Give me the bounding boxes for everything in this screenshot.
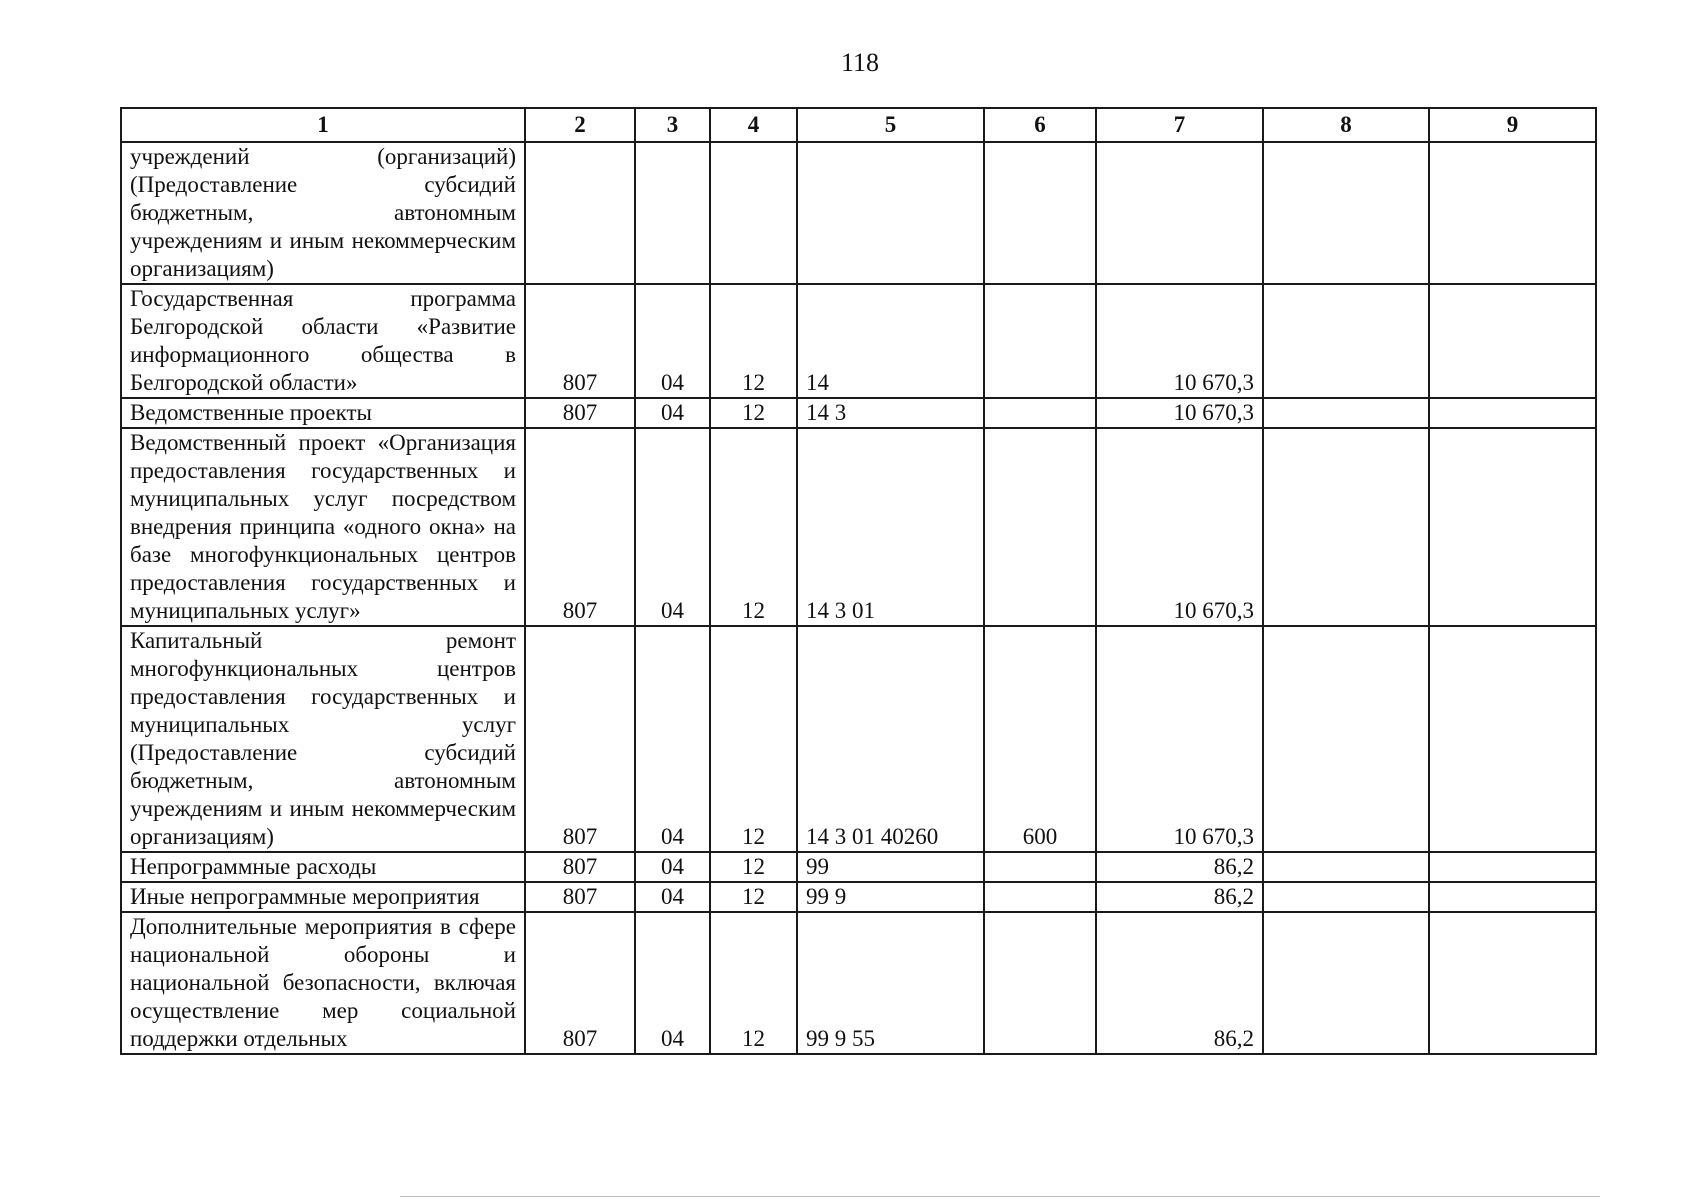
cell-col3: 04: [635, 912, 710, 1054]
cell-col6: [984, 284, 1096, 398]
cell-col9: [1429, 398, 1596, 428]
cell-col5: 14 3 01 40260: [797, 626, 984, 852]
column-header: 9: [1429, 108, 1596, 142]
cell-col9: [1429, 428, 1596, 626]
cell-col7: 10 670,3: [1096, 626, 1263, 852]
scan-artifact-line: [400, 1196, 1600, 1197]
table-row: [121, 626, 1596, 852]
cell-col7: 86,2: [1096, 852, 1263, 882]
budget-table: [120, 107, 1597, 1055]
column-header: 4: [710, 108, 797, 142]
table-row: [121, 284, 1596, 398]
cell-col7: 10 670,3: [1096, 428, 1263, 626]
cell-col3: 04: [635, 852, 710, 882]
cell-col2: 807: [525, 912, 635, 1054]
row-name-cell: Непрограммные расходы: [121, 852, 525, 882]
cell-col5: 99: [797, 852, 984, 882]
cell-col7: 86,2: [1096, 912, 1263, 1054]
cell-col4: 12: [710, 626, 797, 852]
cell-col5: [797, 142, 984, 284]
cell-col5: 99 9: [797, 882, 984, 912]
cell-col7: 86,2: [1096, 882, 1263, 912]
column-header: 5: [797, 108, 984, 142]
table-row: [121, 142, 1596, 284]
cell-col2: 807: [525, 626, 635, 852]
cell-col9: [1429, 626, 1596, 852]
cell-col4: 12: [710, 882, 797, 912]
page-number: 118: [840, 48, 880, 77]
cell-col8: [1263, 284, 1429, 398]
cell-col6: [984, 142, 1096, 284]
cell-col4: 12: [710, 284, 797, 398]
cell-col4: 12: [710, 852, 797, 882]
cell-col7: [1096, 142, 1263, 284]
column-header: 7: [1096, 108, 1263, 142]
row-name-cell: Капитальный ремонт многофункциональных центров предоставления государственных и муниципальных услуг (Предоставление субсидий бюджетным, автономным учреждениям и иным некоммерческим организациям): [121, 626, 525, 852]
cell-col5: 14 3 01: [797, 428, 984, 626]
cell-col8: [1263, 852, 1429, 882]
cell-col9: [1429, 882, 1596, 912]
table-row: [121, 428, 1596, 626]
cell-col4: [710, 142, 797, 284]
cell-col6: [984, 912, 1096, 1054]
cell-col8: [1263, 142, 1429, 284]
cell-col3: 04: [635, 284, 710, 398]
cell-col2: 807: [525, 398, 635, 428]
header-row: [121, 108, 1596, 142]
cell-col7: 10 670,3: [1096, 398, 1263, 428]
cell-col5: 14: [797, 284, 984, 398]
row-name-cell: Ведомственные проекты: [121, 398, 525, 428]
cell-col6: 600: [984, 626, 1096, 852]
cell-col7: 10 670,3: [1096, 284, 1263, 398]
cell-col3: 04: [635, 428, 710, 626]
row-name-cell: учреждений (организаций) (Предоставление субсидий бюджетным, автономным учреждениям и иным некоммерческим организациям): [121, 142, 525, 284]
cell-col8: [1263, 912, 1429, 1054]
column-header: 1: [121, 108, 525, 142]
cell-col4: 12: [710, 912, 797, 1054]
cell-col3: 04: [635, 398, 710, 428]
cell-col2: 807: [525, 852, 635, 882]
cell-col4: 12: [710, 398, 797, 428]
cell-col3: 04: [635, 626, 710, 852]
cell-col9: [1429, 912, 1596, 1054]
cell-col2: 807: [525, 882, 635, 912]
table-row: [121, 852, 1596, 882]
column-header: 2: [525, 108, 635, 142]
cell-col8: [1263, 626, 1429, 852]
table-row: [121, 398, 1596, 428]
table-row: [121, 912, 1596, 1054]
cell-col3: 04: [635, 882, 710, 912]
row-name-cell: Ведомственный проект «Организация предоставления государственных и муниципальных услуг посредством внедрения принципа «одного окна» на базе многофункциональных центров предоставления государственных и муниципальных услуг»: [121, 428, 525, 626]
cell-col6: [984, 428, 1096, 626]
cell-col8: [1263, 882, 1429, 912]
cell-col5: 99 9 55: [797, 912, 984, 1054]
cell-col5: 14 3: [797, 398, 984, 428]
column-header: 6: [984, 108, 1096, 142]
cell-col9: [1429, 142, 1596, 284]
row-name-cell: Дополнительные мероприятия в сфере национальной обороны и национальной безопасности, включая осуществление мер социальной поддержки отдельных: [121, 912, 525, 1054]
cell-col2: [525, 142, 635, 284]
cell-col9: [1429, 852, 1596, 882]
cell-col4: 12: [710, 428, 797, 626]
table-row: [121, 882, 1596, 912]
cell-col2: 807: [525, 284, 635, 398]
cell-col6: [984, 398, 1096, 428]
cell-col6: [984, 882, 1096, 912]
row-name-cell: Иные непрограммные мероприятия: [121, 882, 525, 912]
column-header: 3: [635, 108, 710, 142]
cell-col8: [1263, 398, 1429, 428]
cell-col3: [635, 142, 710, 284]
cell-col8: [1263, 428, 1429, 626]
cell-col9: [1429, 284, 1596, 398]
row-name-cell: Государственная программа Белгородской области «Развитие информационного общества в Белгородской области»: [121, 284, 525, 398]
cell-col6: [984, 852, 1096, 882]
cell-col2: 807: [525, 428, 635, 626]
column-header: 8: [1263, 108, 1429, 142]
